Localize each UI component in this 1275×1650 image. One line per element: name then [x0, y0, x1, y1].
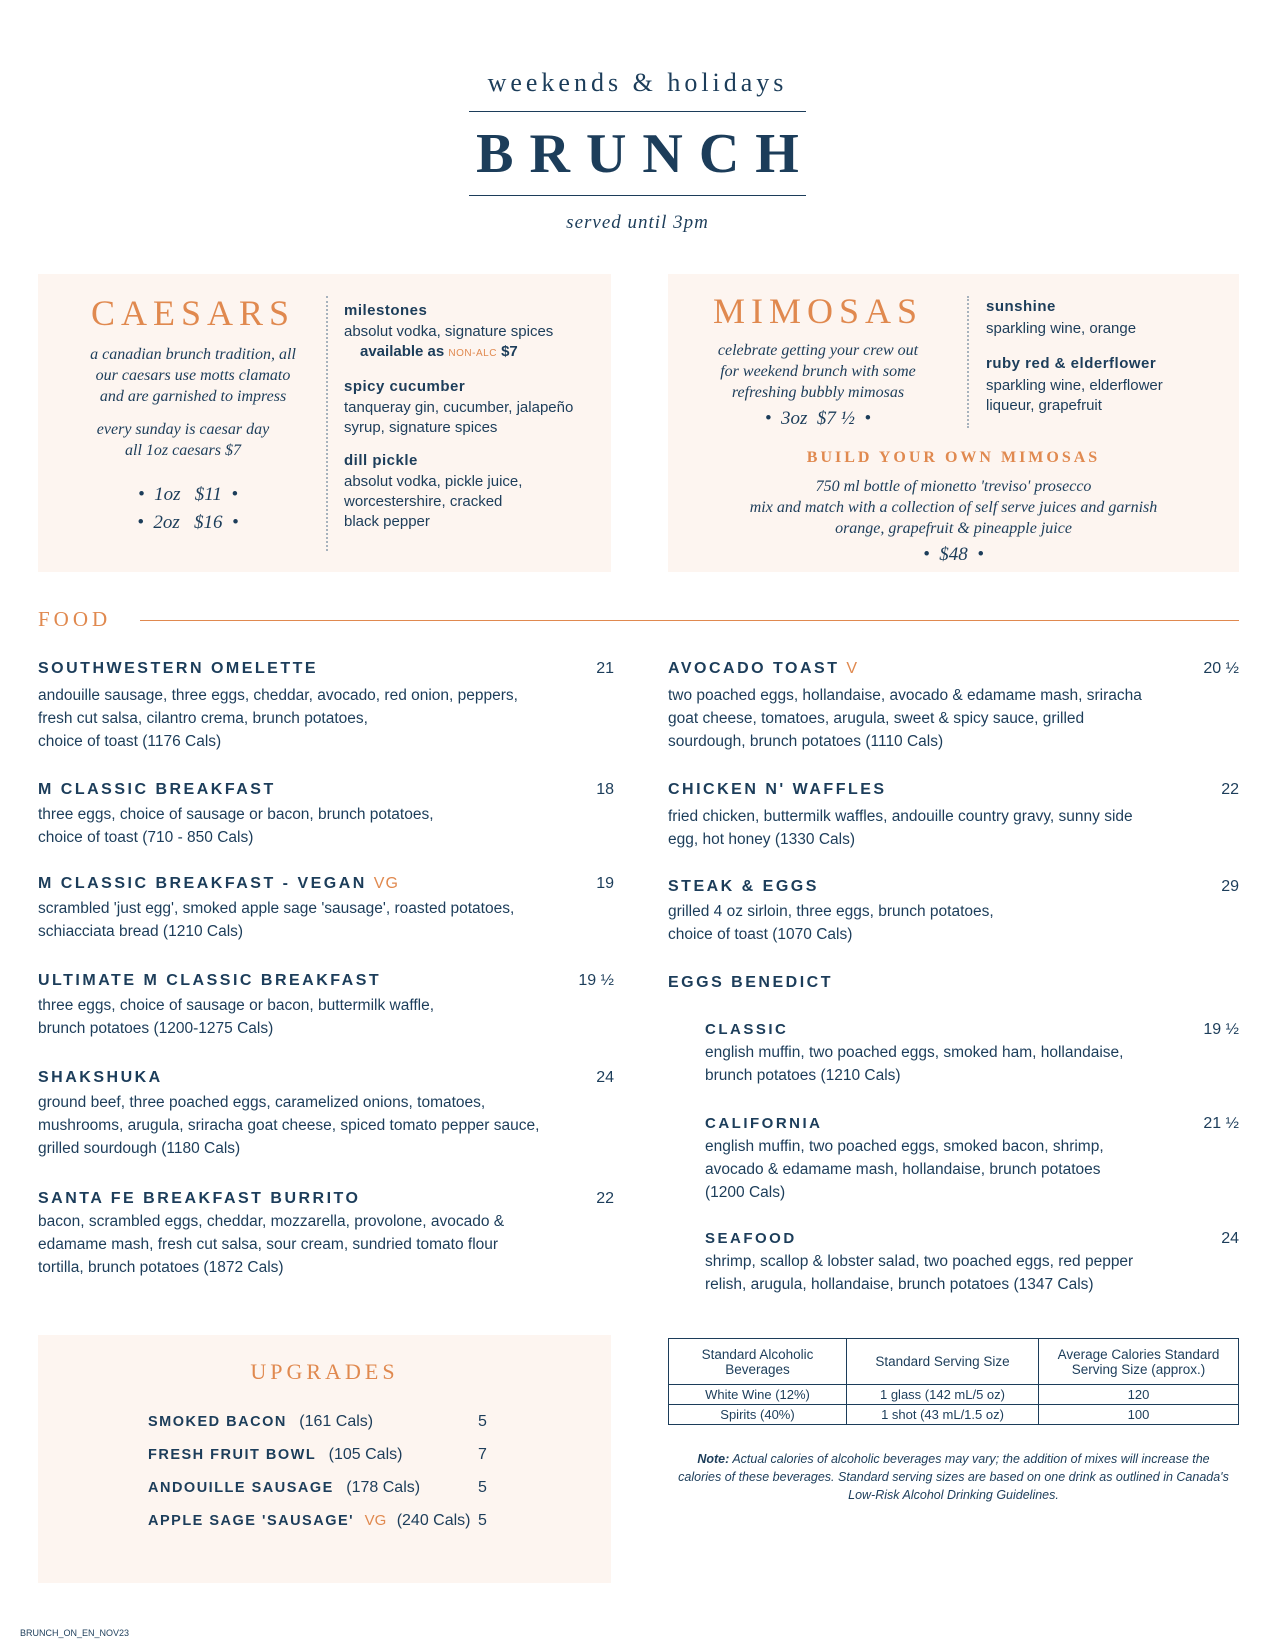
item-name: SHAKSHUKA	[38, 1069, 163, 1086]
item-price: 29	[1221, 878, 1239, 895]
item-price: 19 ½	[578, 972, 614, 989]
item-desc	[705, 1250, 1239, 1296]
upgrade-item	[148, 1446, 528, 1466]
caesar-sunday-note	[38, 419, 328, 461]
menu-item	[668, 781, 1239, 851]
item-desc	[38, 897, 614, 943]
menu-title: BRUNCH	[476, 123, 815, 185]
caesar-price-2oz: • 2oz $16 •	[137, 512, 239, 533]
item-desc	[38, 1210, 614, 1279]
menu-item	[38, 1069, 614, 1160]
caesar-drink	[344, 378, 604, 438]
mimosas-blurb	[668, 340, 968, 403]
served-until: served until 3pm	[566, 212, 709, 233]
drink-desc: black pepper	[344, 513, 430, 530]
item-desc-line: brunch potatoes (1200-1275 Cals)	[38, 1020, 274, 1037]
table-row	[669, 1405, 1239, 1425]
table-cell: White Wine (12%)	[669, 1385, 847, 1405]
item-desc	[668, 684, 1239, 753]
drink-name: ruby red & elderflower	[986, 355, 1157, 372]
note-text: Actual calories of alcoholic beverages may vary; the addition of mixes will increase the calories of these beverages. Standard serving sizes are based on one drink as outlined in Canada's Low-Risk Alcohol Drinking Guidelines.	[678, 1452, 1229, 1502]
item-desc-line: tortilla, brunch potatoes (1872 Cals)	[38, 1259, 284, 1276]
drink-name: sunshine	[986, 298, 1056, 315]
item-name-text: AVOCADO TOAST	[668, 660, 840, 677]
drink-desc: worcestershire, cracked	[344, 493, 503, 510]
header-rule-top	[469, 111, 806, 112]
caesars-panel	[38, 274, 611, 572]
item-price: 20 ½	[1203, 660, 1239, 677]
build-line: mix and match with a collection of self serve juices and garnish	[749, 499, 1158, 516]
item-desc	[668, 900, 1239, 946]
food-rule	[140, 620, 1239, 621]
upgrade-item	[148, 1512, 528, 1532]
benedict-item	[705, 1230, 1239, 1296]
table-cell: 1 shot (43 mL/1.5 oz)	[847, 1405, 1039, 1425]
menu-item	[38, 1190, 614, 1279]
upgrade-cals: (240 Cals)	[396, 1512, 471, 1529]
build-line: orange, grapefruit & pineapple juice	[835, 520, 1072, 537]
item-desc-line: goat cheese, tomatoes, arugula, sweet & spicy sauce, grilled	[668, 710, 1085, 727]
item-name: M CLASSIC BREAKFAST	[38, 781, 276, 798]
item-desc-line: fried chicken, buttermilk waffles, andouille country gravy, sunny side	[668, 808, 1133, 825]
item-desc-line: andouille sausage, three eggs, cheddar, avocado, red onion, peppers,	[38, 687, 518, 704]
item-name	[668, 660, 1239, 678]
item-desc-line: ground beef, three poached eggs, caramelized onions, tomatoes,	[38, 1094, 486, 1111]
alcohol-serving-table	[668, 1338, 1239, 1425]
item-desc-line: brunch potatoes (1210 Cals)	[705, 1067, 901, 1084]
mimosa-price: • 3oz $7 ½ •	[764, 408, 872, 429]
upgrade-cals: (161 Cals)	[299, 1413, 374, 1430]
caesar-sunday-line: all 1oz caesars $7	[125, 442, 241, 459]
menu-subtitle: weekends & holidays	[487, 68, 788, 97]
upgrade-name: APPLE SAGE 'SAUSAGE'	[148, 1513, 355, 1529]
eggs-benedict-heading: EGGS BENEDICT	[668, 974, 833, 991]
build-your-own-heading: BUILD YOUR OWN MIMOSAS	[806, 449, 1101, 466]
upgrades-panel	[38, 1335, 611, 1583]
item-name: SANTA FE BREAKFAST BURRITO	[38, 1190, 361, 1207]
build-your-own-price: • $48 •	[923, 544, 984, 565]
build-line: 750 ml bottle of mionetto 'treviso' prosecco	[815, 478, 1092, 495]
mimosas-panel	[668, 274, 1239, 572]
availability-label: available as	[360, 343, 445, 360]
mimosa-drinks-list	[986, 298, 1231, 416]
mimosas-divider	[967, 296, 969, 428]
item-desc-line: english muffin, two poached eggs, smoked bacon, shrimp,	[705, 1138, 1104, 1155]
caesar-drink	[344, 452, 604, 532]
upgrade-item	[148, 1479, 528, 1499]
drink-desc: tanqueray gin, cucumber, jalapeño	[344, 399, 574, 416]
upgrade-price: 5	[478, 1413, 487, 1430]
vegan-tag: VG	[364, 1512, 387, 1529]
build-your-own-details	[668, 476, 1239, 539]
item-desc-line: shrimp, scallop & lobster salad, two poached eggs, red pepper	[705, 1253, 1134, 1270]
non-alc-price: $7	[501, 343, 518, 360]
item-desc	[38, 1091, 614, 1160]
upgrade-price: 5	[478, 1479, 487, 1496]
caesars-heading: CAESARS	[90, 293, 296, 333]
non-alc-tag: NON-ALC	[448, 348, 497, 359]
table-row	[669, 1385, 1239, 1405]
table-cell: 100	[1039, 1405, 1239, 1425]
item-name	[38, 875, 614, 893]
item-desc	[38, 803, 614, 849]
item-desc	[38, 684, 614, 753]
menu-item	[668, 878, 1239, 946]
caesar-price-1oz: • 1oz $11 •	[137, 484, 239, 505]
menu-item	[38, 875, 614, 943]
item-name: CLASSIC	[705, 1021, 789, 1038]
item-price: 19 ½	[1203, 1021, 1239, 1038]
drink-name: milestones	[344, 302, 428, 319]
item-desc-line: english muffin, two poached eggs, smoked ham, hollandaise,	[705, 1044, 1124, 1061]
upgrade-name: FRESH FRUIT BOWL	[148, 1447, 317, 1463]
table-header: Standard Alcoholic Beverages	[669, 1339, 847, 1385]
non-alc-availability	[344, 342, 604, 364]
mimosas-blurb-line: refreshing bubbly mimosas	[731, 384, 905, 401]
food-heading: FOOD	[38, 607, 112, 631]
item-desc-line: choice of toast (710 - 850 Cals)	[38, 829, 254, 846]
item-desc-line: scrambled 'just egg', smoked apple sage 'sausage', roasted potatoes,	[38, 900, 515, 917]
upgrade-cals: (105 Cals)	[328, 1446, 403, 1463]
item-desc-line: egg, hot honey (1330 Cals)	[668, 831, 855, 848]
item-desc-line: grilled 4 oz sirloin, three eggs, brunch potatoes,	[668, 903, 994, 920]
drink-desc: absolut vodka, pickle juice,	[344, 473, 523, 490]
table-header-row	[669, 1339, 1239, 1385]
mimosas-heading: MIMOSAS	[712, 291, 924, 331]
item-desc-line: bacon, scrambled eggs, cheddar, mozzarella, provolone, avocado &	[38, 1213, 505, 1230]
benedict-item	[705, 1115, 1239, 1204]
item-desc-line: edamame mash, fresh cut salsa, sour cream, sundried tomato flour	[38, 1236, 499, 1253]
document-code: BRUNCH_ON_EN_NOV23	[20, 1628, 130, 1638]
item-desc-line: avocado & edamame mash, hollandaise, brunch potatoes	[705, 1161, 1101, 1178]
upgrade-item	[148, 1413, 528, 1433]
table-header: Average Calories Standard Serving Size (approx.)	[1039, 1339, 1239, 1385]
item-price: 21	[596, 660, 614, 677]
caesars-blurb-line: and are garnished to impress	[99, 388, 287, 405]
drink-desc: sparkling wine, elderflower	[986, 377, 1163, 394]
upgrade-cals: (178 Cals)	[346, 1479, 421, 1496]
item-name: SEAFOOD	[705, 1230, 797, 1247]
menu-item	[38, 660, 614, 753]
caesars-divider	[326, 296, 328, 551]
drink-name: dill pickle	[344, 452, 418, 469]
upgrade-name: ANDOUILLE SAUSAGE	[148, 1480, 334, 1496]
drink-desc: sparkling wine, orange	[986, 320, 1137, 337]
menu-item	[38, 781, 614, 849]
caesar-drink	[344, 302, 604, 364]
drink-desc: syrup, signature spices	[344, 419, 498, 436]
item-desc-line: relish, arugula, hollandaise, brunch potatoes (1347 Cals)	[705, 1276, 1094, 1293]
mimosa-drink	[986, 298, 1231, 339]
item-desc	[705, 1041, 1239, 1087]
item-desc-line: three eggs, choice of sausage or bacon, brunch potatoes,	[38, 806, 434, 823]
caesars-blurb-line: a canadian brunch tradition, all	[90, 346, 296, 363]
item-price: 22	[596, 1190, 614, 1207]
mimosas-blurb-line: for weekend brunch with some	[720, 363, 916, 380]
item-desc-line: two poached eggs, hollandaise, avocado & edamame mash, sriracha	[668, 687, 1142, 704]
upgrades-heading: UPGRADES	[250, 1359, 399, 1384]
table-cell: 120	[1039, 1385, 1239, 1405]
item-price: 21 ½	[1203, 1115, 1239, 1132]
caesar-sunday-line: every sunday is caesar day	[96, 421, 270, 438]
caesars-blurb-line: our caesars use motts clamato	[95, 367, 291, 384]
item-desc-line: choice of toast (1070 Cals)	[668, 926, 853, 943]
item-desc-line: choice of toast (1176 Cals)	[38, 733, 222, 750]
caesars-blurb	[48, 344, 338, 407]
drink-desc: absolut vodka, signature spices	[344, 323, 554, 340]
upgrade-price: 5	[478, 1512, 487, 1529]
item-desc-line: schiacciata bread (1210 Cals)	[38, 923, 244, 940]
upgrade-name: SMOKED BACON	[148, 1414, 287, 1430]
vegan-tag: VG	[373, 875, 399, 892]
mimosas-blurb-line: celebrate getting your crew out	[717, 342, 919, 359]
item-price: 18	[596, 781, 614, 798]
mimosa-drink	[986, 355, 1231, 416]
item-desc-line: three eggs, choice of sausage or bacon, buttermilk waffle,	[38, 997, 435, 1014]
alcohol-note	[678, 1450, 1229, 1504]
item-price: 19	[596, 875, 614, 892]
table-header: Standard Serving Size	[847, 1339, 1039, 1385]
item-price: 24	[596, 1069, 614, 1086]
note-label: Note:	[697, 1452, 730, 1466]
menu-item	[38, 972, 614, 1040]
upgrade-price: 7	[478, 1446, 487, 1463]
item-name-text: M CLASSIC BREAKFAST - VEGAN	[38, 875, 367, 892]
item-desc	[38, 994, 614, 1040]
table-cell: 1 glass (142 mL/5 oz)	[847, 1385, 1039, 1405]
menu-item	[668, 660, 1239, 753]
item-name: ULTIMATE M CLASSIC BREAKFAST	[38, 972, 382, 989]
item-desc-line: sourdough, brunch potatoes (1110 Cals)	[668, 733, 944, 750]
vegetarian-tag: V	[846, 660, 859, 677]
caesar-drinks-list	[344, 302, 604, 532]
item-desc-line: fresh cut salsa, cilantro crema, brunch potatoes,	[38, 710, 368, 727]
benedict-item	[705, 1021, 1239, 1087]
item-desc-line: grilled sourdough (1180 Cals)	[38, 1140, 241, 1157]
header-rule-bottom	[469, 195, 806, 196]
table-cell: Spirits (40%)	[669, 1405, 847, 1425]
item-name: CALIFORNIA	[705, 1115, 823, 1132]
item-desc	[705, 1135, 1239, 1204]
item-desc	[668, 805, 1239, 851]
item-name: CHICKEN N' WAFFLES	[668, 781, 887, 798]
item-desc-line: mushrooms, arugula, sriracha goat cheese, spiced tomato pepper sauce,	[38, 1117, 540, 1134]
item-name: SOUTHWESTERN OMELETTE	[38, 660, 319, 677]
drink-name: spicy cucumber	[344, 378, 466, 395]
drink-desc: liqueur, grapefruit	[986, 397, 1102, 414]
item-name: STEAK & EGGS	[668, 878, 819, 895]
item-price: 24	[1221, 1230, 1239, 1247]
item-price: 22	[1221, 781, 1239, 798]
item-desc-line: (1200 Cals)	[705, 1184, 786, 1201]
